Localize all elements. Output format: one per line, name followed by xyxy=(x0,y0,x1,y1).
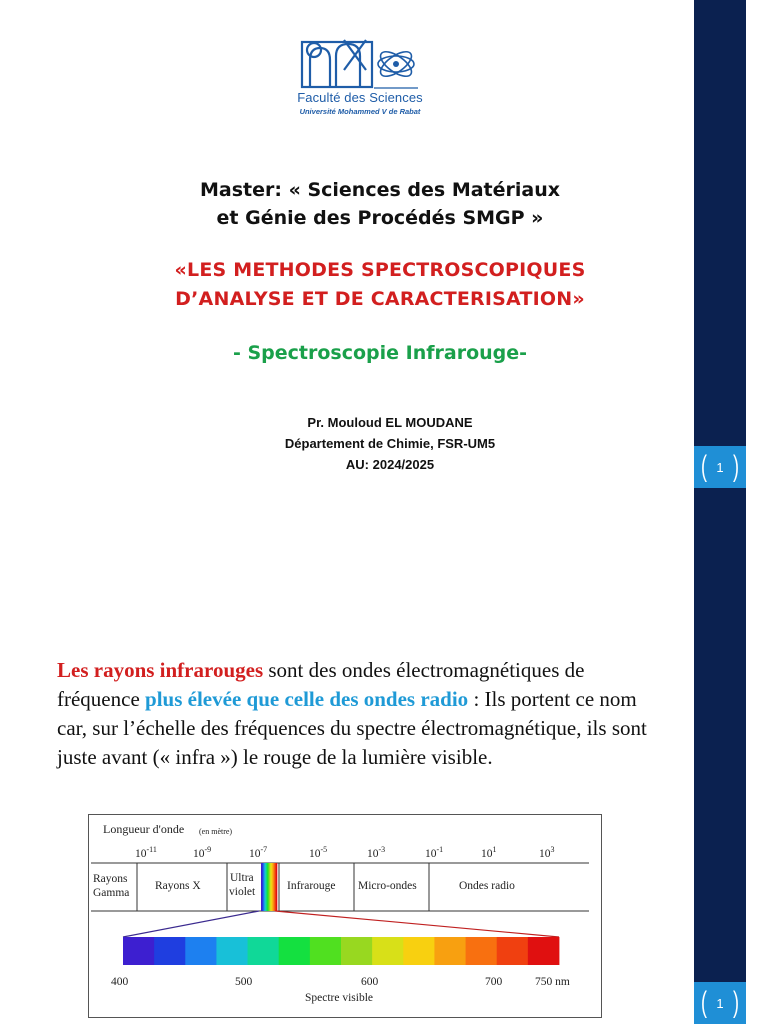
visible-spectrum-label: Spectre visible xyxy=(305,992,374,1004)
visible-spectrum-segment xyxy=(341,937,373,965)
visible-spectrum-segment xyxy=(497,937,529,965)
axis-title: Longueur d'onde xyxy=(103,822,185,836)
right-bracket-icon: ) xyxy=(732,986,739,1019)
page-number: 1 xyxy=(716,995,724,1011)
visible-band-strip xyxy=(261,863,277,911)
exponent-label: $10^{-11}$ xyxy=(135,845,157,860)
uv-strip-segment xyxy=(276,863,277,911)
master-title xyxy=(110,176,650,232)
zoom-line-left xyxy=(123,911,259,937)
author-block xyxy=(200,412,580,475)
left-bracket-icon: ( xyxy=(701,986,708,1019)
visible-tick-label: 750 nm xyxy=(535,976,570,988)
intro-paragraph xyxy=(57,656,657,772)
band-gamma-line2: Gamma xyxy=(93,887,130,899)
highlight-frequency: plus élevée que celle des ondes radio xyxy=(145,687,469,711)
band-radio: Ondes radio xyxy=(459,880,515,892)
right-sidebar xyxy=(694,0,746,1024)
master-title-line2: et Génie des Procédés SMGP » xyxy=(216,207,544,229)
logo-faculty-name: Faculté des Sciences xyxy=(297,90,423,105)
academic-year: AU: 2024/2025 xyxy=(345,457,435,472)
band-uv-line1: Ultra xyxy=(230,872,254,884)
visible-spectrum-segment xyxy=(528,937,560,965)
page-number-badge[interactable] xyxy=(694,446,746,488)
right-bracket-icon: ) xyxy=(732,450,739,483)
chapter-subtitle: - Spectroscopie Infrarouge- xyxy=(232,342,528,364)
author-name: Pr. Mouloud EL MOUDANE xyxy=(307,415,473,430)
visible-spectrum-segment xyxy=(185,937,217,965)
visible-spectrum-bar xyxy=(123,937,559,965)
band-microwaves: Micro-ondes xyxy=(358,880,417,892)
visible-spectrum-segment xyxy=(279,937,311,965)
exponent-label: $10^{-3}$ xyxy=(367,845,386,860)
logo-university-name: Université Mohammed V de Rabat xyxy=(299,107,421,116)
visible-spectrum-segment xyxy=(434,937,466,965)
visible-ticks xyxy=(111,976,570,988)
highlight-infrared: Les rayons infrarouges xyxy=(57,658,264,682)
master-title-line1: Master: « Sciences des Matériaux xyxy=(199,179,561,201)
course-title-line2: D’ANALYSE ET DE CARACTERISATION» xyxy=(175,288,585,310)
visible-tick-label: 500 xyxy=(235,976,253,988)
band-xray: Rayons X xyxy=(155,880,201,892)
visible-spectrum-segment xyxy=(466,937,498,965)
visible-tick-label: 600 xyxy=(361,976,379,988)
visible-spectrum-segment xyxy=(123,937,155,965)
exponent-label: $10^{-9}$ xyxy=(193,845,212,860)
band-gamma-line1: Rayons xyxy=(93,873,128,885)
axis-unit: (en mètre) xyxy=(199,827,233,836)
exponent-label: $10^{-7}$ xyxy=(249,845,268,860)
exponent-row xyxy=(135,845,555,860)
exponent-label: $10^3$ xyxy=(539,845,555,860)
paragraph-text-2: : Ils portent ce nom car, sur l’échelle des fréquences du spectre électromagnétique, ils sont juste avant (« infra ») le rouge de la lumière visible. xyxy=(57,687,647,769)
band-infrared: Infrarouge xyxy=(287,880,336,892)
band-uv-line2: violet xyxy=(229,886,256,898)
exponent-label: $10^{-1}$ xyxy=(425,845,444,860)
visible-spectrum-segment xyxy=(216,937,248,965)
visible-spectrum-segment xyxy=(154,937,186,965)
exponent-label: $10^1$ xyxy=(481,845,497,860)
visible-tick-label: 700 xyxy=(485,976,503,988)
course-title xyxy=(80,256,680,314)
visible-tick-label: 400 xyxy=(111,976,129,988)
paragraph-text-1: sont des ondes électromagnétiques de fréquence xyxy=(57,658,585,711)
visible-spectrum-segment xyxy=(310,937,342,965)
zoom-line-right xyxy=(275,911,559,937)
exponent-label: $10^{-5}$ xyxy=(309,845,328,860)
author-department: Département de Chimie, FSR-UM5 xyxy=(284,436,496,451)
visible-spectrum-segment xyxy=(372,937,404,965)
em-spectrum-figure xyxy=(88,814,602,1018)
visible-spectrum-segment xyxy=(403,937,435,965)
page-number: 1 xyxy=(716,459,724,475)
left-bracket-icon: ( xyxy=(701,450,708,483)
course-title-line1: «LES METHODES SPECTROSCOPIQUES xyxy=(174,259,586,281)
visible-spectrum-segment xyxy=(248,937,280,965)
page-number-badge[interactable] xyxy=(694,982,746,1024)
